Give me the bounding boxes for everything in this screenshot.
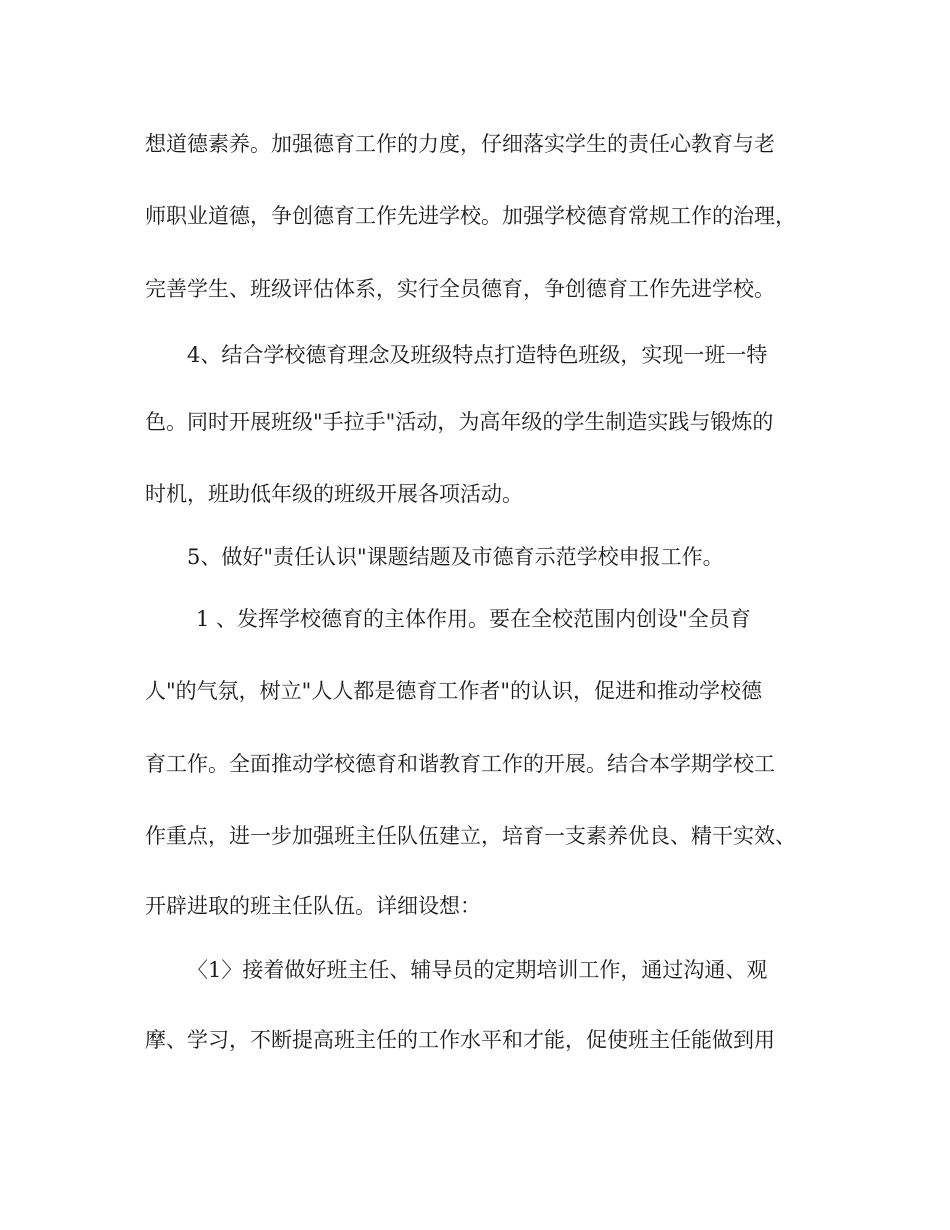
text-line-7: 5、做好"责任认识"课题结题及市德育示范学校申报工作。 xyxy=(187,545,724,569)
text-line-1: 想道德素养。加强德育工作的力度，仔细落实学生的责任心教育与老 xyxy=(145,132,775,156)
text-line-3: 完善学生、班级评估体系，实行全员德育，争创德育工作先进学校。 xyxy=(145,277,775,301)
text-line-4: 4、结合学校德育理念及班级特点打造特色班级，实现一班一特 xyxy=(187,343,768,367)
text-line-5: 色。同时开展班级"手拉手"活动，为高年级的学生制造实践与锻炼的 xyxy=(145,410,774,434)
text-line-2: 师职业道德，争创德育工作先进学校。加强学校德育常规工作的治理， xyxy=(145,204,796,228)
text-line-8: 1 、发挥学校德育的主体作用。要在全校范围内创设"全员育 xyxy=(196,607,751,631)
text-line-13: 〈1〉接着做好班主任、辅导员的定期培训工作，通过沟通、观 xyxy=(187,958,768,982)
text-line-10: 育工作。全面推动学校德育和谐教育工作的开展。结合本学期学校工 xyxy=(145,752,775,776)
text-line-12: 开辟进取的班主任队伍。详细设想： xyxy=(145,894,481,918)
text-line-6: 时机，班助低年级的班级开展各项活动。 xyxy=(145,482,523,506)
text-line-9: 人"的气氛，树立"人人都是德育工作者"的认识，促进和推动学校德 xyxy=(145,679,762,703)
text-line-14: 摩、学习，不断提高班主任的工作水平和才能，促使班主任能做到用 xyxy=(145,1028,775,1052)
text-line-11: 作重点，进一步加强班主任队伍建立，培育一支素养优良、精干实效、 xyxy=(145,824,796,848)
